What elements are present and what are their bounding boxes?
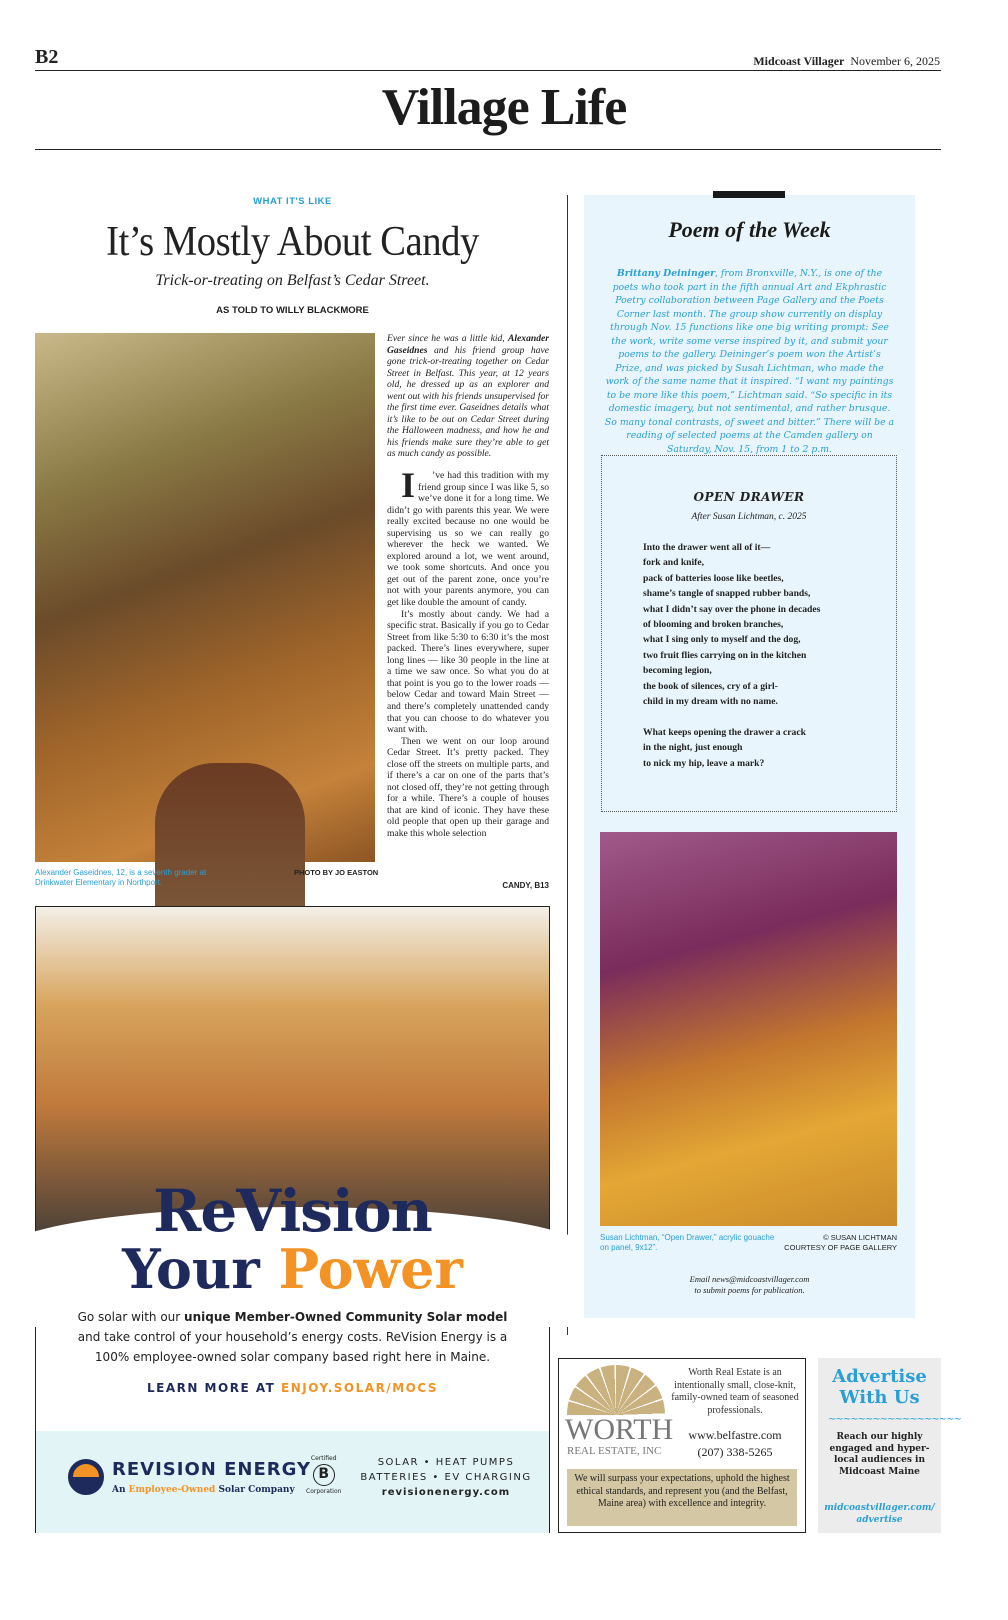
painting-caption: Susan Lichtman, “Open Drawer,” acrylic gouache on panel, 9x12”. — [600, 1233, 775, 1252]
article-intro: Ever since he was a little kid, Alexander Gaseidnes and his friend group have gone trick-or-treating together on Cedar Street in Belfast. This year, at 12 years old, he dressed up as an explorer and went out with his friends unsupervised for the first time ever. Gaseidnes details what it’s like to be out on Cedar Street during the Halloween madness, and how he and his friends make sure they’re able to get as much candy as possible. — [387, 333, 549, 460]
submission-note: Email news@midcoastvillager.com to submit poems for publication. — [689, 1274, 810, 1295]
poem-line: two fruit flies carrying on in the kitchen — [643, 649, 807, 661]
ad-text: Go solar with our unique Member-Owned Community Solar model and take control of your household’s energy costs. ReVision Energy is a 100% employee-owned solar company based right here in Maine. — [77, 1310, 508, 1364]
ad-headline: ReVision — [153, 1177, 432, 1245]
poem-line: what I sing only to myself and the dog, — [643, 634, 801, 646]
article-kicker: WHAT IT'S LIKE — [253, 196, 332, 207]
painting-credit: © SUSAN LICHTMAN COURTESY OF PAGE GALLERY — [784, 1233, 897, 1252]
paragraph: I ’ve had this tradition with my friend group since I was like 5, so we’ve done it for a long time. We didn’t go with parents this year. We were really excited because no one would be supervising us so we can really go wherever the heck we wanted. We explored around a lot, we went around, we took some shortcuts. And once you get out of the parent zone, once you’re not with your parents anymore, you can get like double the amount of candy. — [387, 465, 549, 609]
services: SOLAR • HEAT PUMPS BATTERIES • EV CHARGING revisionenergy.com — [346, 1455, 546, 1500]
poem-line: pack of batteries loose like beetles, — [643, 572, 784, 584]
worth-url[interactable]: www.belfastre.com — [688, 1428, 782, 1442]
ad-url[interactable]: revisionenergy.com — [381, 1487, 511, 1498]
stanza-2 — [643, 725, 820, 771]
continued-link[interactable]: CANDY, B13 — [502, 881, 549, 890]
article-deck: Trick-or-treating on Belfast’s Cedar Street. — [155, 272, 430, 289]
poem-text — [643, 540, 820, 771]
wave-divider-icon: ∼∼∼∼∼∼∼∼∼∼∼∼∼∼∼∼∼∼ — [828, 1414, 961, 1425]
worth-phone: (207) 338-5265 — [697, 1445, 773, 1459]
paragraph: It’s mostly about candy. We had a specific strat. Basically if you go to Cedar Street from like 5:30 to 6:30 it’s the most packed. There’s lines everywhere, super long lines — like 30 people in the line at a time we saw once. So what you do at that point is you go to the lower roads — below Cedar and toward Main Street — and there’s completely unattended candy that you can choose to do whatever you want with. — [387, 608, 549, 736]
page-number: B2 — [35, 46, 59, 68]
revision-energy-ad[interactable] — [35, 906, 550, 1533]
column-divider — [567, 195, 568, 1335]
poem-section-title: Poem of the Week — [668, 217, 831, 242]
paragraph: Then we went on our loop around Cedar Street. It’s pretty packed. They close off the streets on multiple parts, and if there’s a car on one of the parts that’s not closed off, they’re not getting through for a while. There’s a couple of houses that are kind of iconic. They have these old people that open up their garage and make this whole selection — [387, 735, 549, 839]
article-body — [387, 333, 549, 840]
advertise-title: Advertise With Us — [832, 1366, 927, 1408]
poem-line: what I didn’t say over the phone in decades — [643, 603, 821, 615]
advertise-link[interactable]: midcoastvillager.com/ advertise — [824, 1503, 935, 1525]
sidebar-tab — [713, 191, 785, 198]
poem-line: Into the drawer went all of it— — [643, 542, 771, 553]
poem-dedication: After Susan Lichtman, c. 2025 — [691, 512, 807, 522]
fan-logo-icon — [567, 1365, 665, 1415]
drop-cap: I — [401, 465, 416, 506]
brand-name: REVISION ENERGY — [112, 1459, 312, 1480]
issue-date: November 6, 2025 — [850, 54, 940, 68]
photo-caption: Alexander Gaseidnes, 12, is a seventh grader at Drinkwater Elementary in Northport. — [35, 868, 207, 887]
poem-title: OPEN DRAWER — [693, 490, 805, 504]
poem-line: of blooming and broken branches, — [643, 619, 784, 631]
article-headline: It’s Mostly About Candy — [106, 219, 479, 265]
worth-logo-sub: REAL ESTATE, INC — [567, 1445, 662, 1457]
photo-credit: PHOTO BY JO EASTON — [294, 868, 379, 877]
stanza-1 — [643, 540, 820, 709]
sun-logo-icon — [68, 1459, 104, 1495]
brand-tagline: An Employee-Owned Solar Company — [112, 1485, 295, 1495]
advertise-text: Reach our highly engaged and hyper-local audiences in Midcoast Maine — [829, 1432, 930, 1477]
section-rule — [35, 149, 941, 150]
section-title: Village Life — [381, 79, 627, 136]
poem-line: becoming legion, — [643, 665, 712, 677]
poem-line: child in my dream with no name. — [643, 696, 778, 708]
worth-text: Worth Real Estate is an intentionally small, close-knit, family-owned team of seasoned professionals. — [671, 1367, 799, 1416]
worth-real-estate-ad[interactable] — [558, 1358, 806, 1533]
advertise-box — [818, 1358, 961, 1533]
worth-logo: WORTH — [565, 1413, 674, 1446]
poem-line: shame’s tangle of snapped rubber bands, — [643, 588, 811, 600]
worth-contact — [667, 1427, 803, 1461]
poem-line: the book of silences, cry of a girl- — [643, 680, 778, 692]
poem-blurb: Brittany Deininger, from Bronxville, N.Y., is one of the poets who took part in the fifth annual Art and Ekphrastic Poetry collaboration between Page Gallery and the Poets Corner last month. The group show currently on display through Nov. 15 functions like one big writing prompt: See the work, write some verse inspired by it, and submit your poems to the gallery. Deininger’s poem won the Artist’s Prize, and was picked by Susah Lichtman, who made the work of the same name that it inspired. “I want my paintings to be more like this poem,” Lichtman said. “So specific in its domestic imagery, but not sentimental, and rather brusque. So many tonal contrasts, of sweet and bitter.” There will be a reading of selected poems at the Camden gallery on Saturday, Nov. 15, from 1 to 2 p.m. — [604, 268, 895, 455]
paper-name: Midcoast Villager — [753, 54, 845, 68]
poem-line: in the night, just enough — [643, 742, 743, 754]
ad-cta[interactable]: LEARN MORE AT ENJOY.SOLAR/MOCS — [146, 1381, 439, 1395]
article-byline: AS TOLD TO WILLY BLACKMORE — [216, 305, 369, 316]
poem-line: fork and knife, — [643, 557, 705, 569]
poem-line: What keeps opening the drawer a crack — [643, 726, 806, 738]
ad-headline-2: Your Power — [122, 1237, 463, 1301]
masthead — [753, 54, 940, 69]
bcorp-badge-icon: Certified B Corporation — [306, 1455, 342, 1495]
header-rule — [35, 70, 941, 71]
worth-promise: We will surpass your expectations, uphold the highest ethical standards, and represent you (and the Belfast, Maine area) with excellence and integrity. — [567, 1469, 797, 1526]
article-photo — [35, 333, 375, 862]
painting-image — [600, 832, 897, 1226]
poem-line: to nick my hip, leave a mark? — [643, 757, 765, 769]
ad-footer — [36, 1431, 549, 1533]
